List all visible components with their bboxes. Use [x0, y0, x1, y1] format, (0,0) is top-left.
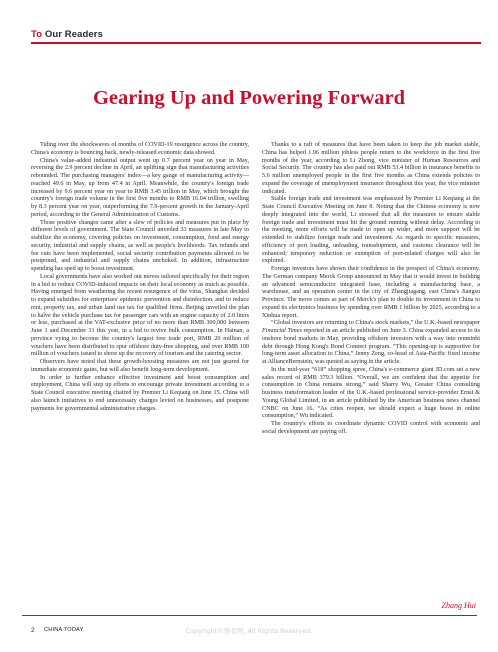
article-column-left: [31, 142, 249, 413]
paragraph: In order to further enhance effective investment and boost consumption and employment, China will step up efforts to encourage private investment according to a State Council executive meeting chaired by Premier Li Keqiang on June 15. China will also launch initiatives to end unnecessary charges levied on businesses, and postpone payments for governmental administrative charges.: [31, 374, 249, 412]
copyright-watermark: Copyright©博看网. All Rights Reserved.: [185, 627, 313, 635]
paragraph: Those positive changes came after a slew of policies and measures put in place by different levels of government. The State Council unveiled 33 measures in late May to stabilize the economy, covering policies on investment, consumption, food and energy security, industrial and supply chains, as well as people's livelihoods. Tax refunds and fee cuts have been implemented, social security contribution payments allowed to be postponed, and industrial and supply chains unchoked. In addition, infrastructure spending has sped up to boost investment.: [31, 219, 249, 272]
paragraph: Stable foreign trade and investment was emphasized by Premier Li Keqiang at the State Council Executive Meeting on June 8. Noting that the Chinese economy is now deeply integrated into the world, Li stressed that all the measures to ensure stable foreign trade and investment must hit the ground running without delay. According to the meeting, more efforts will be made to open up wider, and more support will be extended to stabilize foreign trade and investment. As regards to specific measures, efficiency of port loading, unloading, transshipment, and customs clearance will be enhanced; temporary reduction or exemption of port-related charges will also be explored.: [262, 196, 480, 265]
header-rule: [31, 42, 481, 44]
article-column-right: [262, 142, 480, 437]
article-title: Gearing Up and Powering Forward: [92, 87, 406, 109]
paragraph: The country's efforts to coordinate dynamic COVID control with economic and social development are paying off.: [262, 421, 480, 435]
footer-rule: [22, 615, 477, 616]
page-number: 2: [31, 627, 35, 634]
paragraph: Tiding over the shockwaves of months of COVID-19 resurgence across the country, China's economy is bouncing back, newly-released economic data showed.: [31, 142, 249, 156]
section-label: [31, 29, 103, 40]
paragraph: In the mid-year “618” shopping spree, China's e-commerce giant JD.com set a new sales record of RMB 379.3 billion. “Overall, we are confident that the appetite for consumption in China remains strong,” said Sharry Wu, Greater China consulting business transformation leader of the U.K.-based professional service-provider Ernst & Young Global Limited, in an article published by the American business news channel CNBC on June 16. “As cities reopen, we should expect a huge boost in online consumption,” Wu indicated.: [262, 366, 480, 420]
paragraph: Thanks to a raft of measures that have been taken to keep the job market stable, China has helped 1.96 million jobless people return to the workforce in the first five months of the year, according to Li Zhong, vice minister of Human Resources and Social Security. The country has also paid out RMB 53.4 billion in insurance benefits to 5.6 million unemployed people in the first five months as China extends policies to expand the coverage of unemployment insurance throughout this year, the vice minister indicated.: [262, 142, 480, 195]
italic-title: Financial Times: [262, 328, 302, 334]
paragraph: China's value-added industrial output went up 0.7 percent year on year in May, reversing the 2.9 percent decline in April, an uplifting sign that manufacturing activities rebounded. The purchasing managers' index—a key gauge of manufacturing activity—reached 49.6 in May, up from 47.4 in April. Meanwhile, the country's foreign trade increased by 9.6 percent year on year to RMB 3.45 trillion in May, which brought the country's foreign trade volume in the first five months to RMB 16.04 trillion, swelling by 8.3 percent year on year, outperforming the 7.9-percent growth in the January-April period, according to the General Administration of Customs.: [31, 157, 249, 218]
paragraph-with-italic: “Global investors are returning to China's stock markets,” the U.K.-based newspaper Financial Times reported in an article published on June 3. China expanded access to its onshore bond markets in May, providing offshore investors with a way into renminbi debt through Hong Kong's Bond Connect program. “This opening-up is supportive for long-term asset allocation to China,” Jenny Zeng, co-head of Asia-Pacific fixed income at AllianceBernstein, was quoted as saying in the article.: [262, 320, 480, 365]
paragraph: Local governments have also worked out moves tailored specifically for their region in a bid to reduce COVID-induced impacts on their local economy as much as possible. Having emerged from weathering the recent resurgence of the virus, Shanghai decided to expand subsidies for enterprises' epidemic prevention and disinfection, and to reduce rent, property tax, and urban land use tax for qualified firms. Beijing unveiled the plan to halve the vehicle purchase tax for passenger cars with an engine capacity of 2.0 liters or less, purchased at the VAT-exclusive price of no more than RMB 300,000 between June 1 and December 31 this year, in a bid to revive bulk consumption. In Hainan, a province vying to become the country's largest free trade port, RMB 20 million of vouchers have been distributed to spur offshore duty-free shopping, and over RMB 100 million of vouchers issued to shore up the recovery of tourism and the catering sector.: [31, 273, 249, 358]
section-label-rest: Our Readers: [42, 29, 103, 40]
magazine-name: CHINA TODAY: [44, 627, 84, 633]
paragraph: Foreign investors have shown their confidence in the prospect of China's economy. The German company Merck Group announced in May that it would invest in building an advanced semiconductor integrated base, including a manufacturing base, a warehouse, and an operation center in the city of Zhangjiagang, east China's Jiangsu Province. The move comes as part of Merck's plan to double its investment in China to expand its electronics business by spending over RMB 1 billion by 2025, according to a Xinhua report.: [262, 266, 480, 319]
section-label-lead: To: [31, 29, 43, 40]
paragraph: Observers have noted that these growth-boosting measures are not just geared for immediate economic gains, but will also benefit long-term development.: [31, 359, 249, 373]
author-byline: Zhang Hui: [441, 601, 476, 610]
